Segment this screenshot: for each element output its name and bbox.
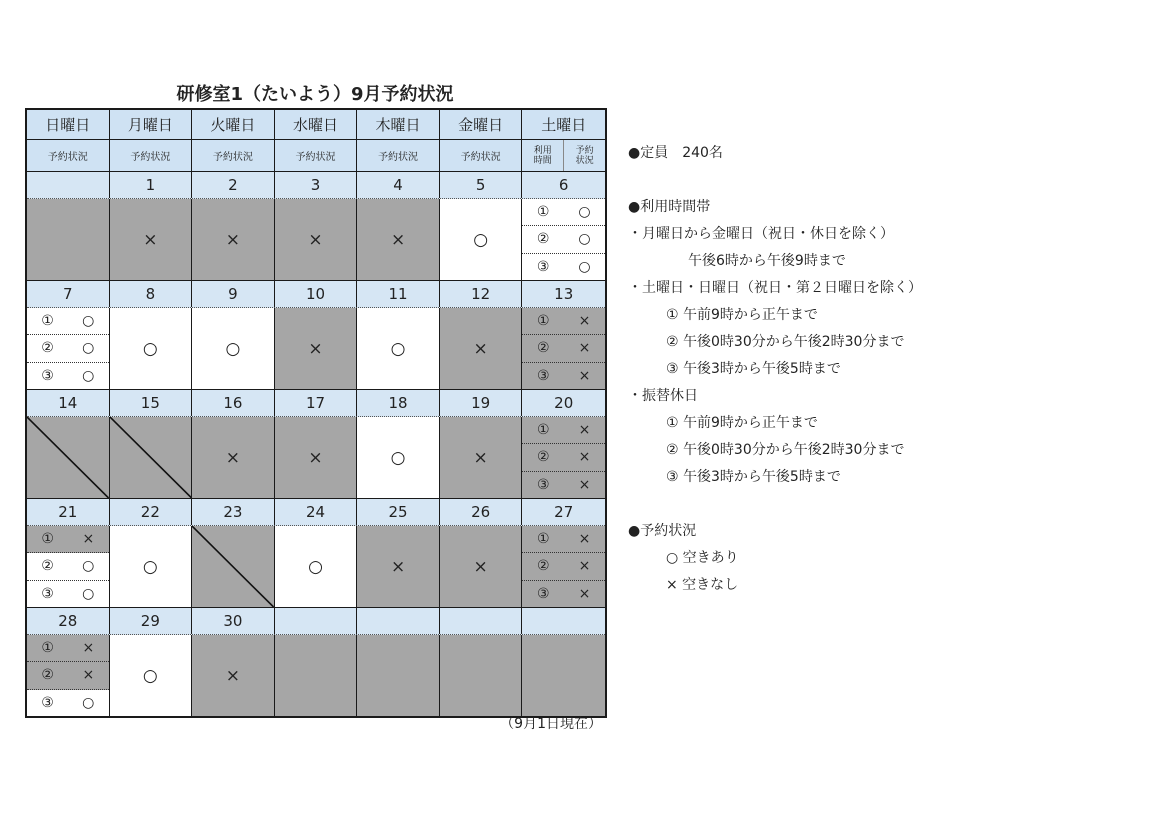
slot-label: ③ xyxy=(536,258,550,275)
slot-cell xyxy=(27,635,110,716)
status-cell xyxy=(275,417,358,498)
status-cell xyxy=(192,199,275,280)
slot-label: ② xyxy=(536,558,550,575)
closed-day-cell xyxy=(27,417,110,498)
status-cell xyxy=(192,308,275,389)
status-cell xyxy=(110,199,193,280)
slot-label: ① xyxy=(41,531,54,548)
date-cell: 18 xyxy=(357,390,440,416)
calendar-table xyxy=(25,108,607,718)
date-row xyxy=(27,390,605,417)
time-slot xyxy=(522,363,605,389)
date-cell: 11 xyxy=(357,281,440,307)
status-mark: × xyxy=(473,447,488,468)
status-cell xyxy=(275,199,358,280)
slot-cell xyxy=(522,526,605,607)
status-cell xyxy=(522,635,605,716)
page-title: 研修室1（たいよう）9月予約状況 xyxy=(176,84,454,105)
diagonal-line xyxy=(27,417,109,498)
date-cell: 4 xyxy=(357,172,440,198)
status-mark: × xyxy=(225,229,241,250)
time-slot xyxy=(27,635,109,662)
slot-label: ① xyxy=(41,313,54,330)
week-row xyxy=(27,172,605,281)
time-slot xyxy=(27,526,109,553)
weekend-slot-3: ③ 午後3時から午後5時まで xyxy=(666,361,841,377)
slot-label: ② xyxy=(536,231,550,248)
status-cell xyxy=(275,308,358,389)
time-slot xyxy=(522,417,605,444)
date-cell: 15 xyxy=(110,390,193,416)
date-cell: 22 xyxy=(110,499,193,525)
hours-title: ●利用時間帯 xyxy=(628,199,711,215)
date-cell: 28 xyxy=(27,608,110,634)
slot-label: ① xyxy=(41,640,54,657)
diagonal-line xyxy=(110,417,192,498)
date-row xyxy=(27,608,605,635)
date-cell: 6 xyxy=(558,176,569,194)
date-cell: 30 xyxy=(192,608,275,634)
status-row xyxy=(27,199,605,280)
date-cell: 16 xyxy=(192,390,275,416)
status-cell xyxy=(357,308,440,389)
slot-status: × xyxy=(578,449,591,466)
slot-status: ○ xyxy=(578,258,591,275)
slot-status: × xyxy=(82,531,95,548)
slot-label: ② xyxy=(41,558,54,575)
time-slot xyxy=(522,444,605,471)
slot-label: ③ xyxy=(536,476,550,493)
weekday-header-cell: 水曜日 xyxy=(275,110,358,139)
status-mark: × xyxy=(473,338,488,359)
date-cell: 24 xyxy=(275,499,358,525)
weekday-title: ・月曜日から金曜日（祝日・休日を除く） xyxy=(628,226,894,242)
slot-status: ○ xyxy=(578,231,591,248)
time-slot xyxy=(27,690,109,716)
time-slot xyxy=(522,335,605,362)
status-cell xyxy=(192,635,275,716)
time-slot xyxy=(27,553,109,580)
date-cell: 10 xyxy=(275,281,358,307)
status-cell xyxy=(440,526,523,607)
status-row xyxy=(27,635,605,716)
holiday-slot-1: ① 午前9時から正午まで xyxy=(666,415,818,431)
closed-day-cell xyxy=(110,417,193,498)
status-cell xyxy=(110,526,193,607)
date-cell xyxy=(275,608,358,634)
slot-status: × xyxy=(578,558,591,575)
date-cell: 14 xyxy=(27,390,110,416)
slot-label: ③ xyxy=(41,694,54,711)
slot-status: ○ xyxy=(82,367,95,384)
time-slot xyxy=(522,254,605,280)
status-cell xyxy=(110,308,193,389)
status-mark: × xyxy=(308,229,323,250)
slot-status: ○ xyxy=(82,340,95,357)
date-cell: 12 xyxy=(440,281,523,307)
time-slot xyxy=(27,662,109,689)
status-mark: × xyxy=(390,229,406,250)
status-mark: ○ xyxy=(225,338,241,359)
status-mark: × xyxy=(308,338,323,359)
status-mark: ○ xyxy=(142,338,158,359)
status-cell xyxy=(440,417,523,498)
date-row xyxy=(27,499,605,526)
status-mark: ○ xyxy=(308,556,323,577)
status-mark: ○ xyxy=(473,229,489,250)
slot-label: ③ xyxy=(41,585,54,602)
subheader-cell: 予約状況 xyxy=(275,140,358,171)
closed-diagonal xyxy=(27,417,109,498)
slot-status: ○ xyxy=(82,313,95,330)
slot-status: × xyxy=(578,340,591,357)
date-cell: 17 xyxy=(275,390,358,416)
slot-label: ① xyxy=(536,422,550,439)
subheader-cell: 予約状況 xyxy=(357,140,440,171)
date-cell xyxy=(27,172,110,198)
slot-status: × xyxy=(578,367,591,384)
status-mark: × xyxy=(143,229,158,250)
date-cell: 25 xyxy=(357,499,440,525)
status-cell xyxy=(440,199,523,280)
slot-status: × xyxy=(578,422,591,439)
slot-status: × xyxy=(578,476,591,493)
weekday-header-cell: 土曜日 xyxy=(541,116,587,134)
info-panel xyxy=(628,140,922,599)
time-slot xyxy=(27,363,109,389)
status-cell xyxy=(275,635,358,716)
date-cell: 27 xyxy=(554,503,574,521)
time-slot xyxy=(522,199,605,226)
status-cell xyxy=(357,417,440,498)
date-cell: 13 xyxy=(554,285,574,303)
subheader-cell: 予約状況 xyxy=(27,140,110,171)
time-slot xyxy=(27,581,109,607)
status-row xyxy=(27,417,605,498)
week-row xyxy=(27,608,605,716)
status-title: ●予約状況 xyxy=(628,523,697,539)
slot-status: × xyxy=(578,531,591,548)
slot-label: ③ xyxy=(536,585,550,602)
time-slot xyxy=(522,553,605,580)
status-mark: ○ xyxy=(390,338,406,359)
date-row xyxy=(27,281,605,308)
capacity-text: ●定員 240名 xyxy=(628,145,723,161)
date-cell: 5 xyxy=(440,172,523,198)
slot-label: ③ xyxy=(536,367,550,384)
slot-label: ② xyxy=(536,449,550,466)
slot-cell xyxy=(27,308,110,389)
as-of-note: （9月1日現在） xyxy=(500,716,602,732)
weekday-header xyxy=(27,110,605,140)
subheader-row xyxy=(27,140,605,172)
time-slot xyxy=(27,308,109,335)
slot-status: × xyxy=(578,313,591,330)
status-cell xyxy=(440,308,523,389)
status-mark: × xyxy=(390,556,406,577)
slot-status: × xyxy=(82,640,95,657)
status-mark: ○ xyxy=(390,447,406,468)
time-slot xyxy=(522,226,605,253)
time-slot xyxy=(27,335,109,362)
closed-diagonal xyxy=(110,417,192,498)
slot-cell xyxy=(27,526,110,607)
weekday-time: 午後6時から午後9時まで xyxy=(688,253,846,269)
slot-label: ① xyxy=(536,204,550,221)
slot-status: ○ xyxy=(82,585,95,602)
date-cell: 21 xyxy=(27,499,110,525)
slot-label: ② xyxy=(536,340,550,357)
date-cell: 26 xyxy=(440,499,523,525)
date-cell xyxy=(522,608,605,634)
subheader-cell: 予約状況 xyxy=(440,140,523,171)
slot-cell xyxy=(522,199,605,280)
slot-status: ○ xyxy=(82,558,95,575)
weekday-header-cell: 月曜日 xyxy=(110,110,193,139)
weekday-header-cell: 木曜日 xyxy=(357,110,440,139)
holiday-slot-2: ② 午後0時30分から午後2時30分まで xyxy=(666,442,905,458)
slot-label: ③ xyxy=(41,367,54,384)
date-row xyxy=(27,172,605,199)
slot-label: ① xyxy=(536,313,550,330)
saturday-subheader xyxy=(522,140,605,171)
date-cell: 20 xyxy=(554,394,574,412)
date-cell: 3 xyxy=(275,172,358,198)
status-row xyxy=(27,308,605,389)
weekday-header-cell: 火曜日 xyxy=(192,110,275,139)
date-cell: 9 xyxy=(192,281,275,307)
week-row xyxy=(27,281,605,390)
time-slot xyxy=(522,472,605,498)
subheader-cell: 予約状況 xyxy=(192,140,275,171)
status-mark: ○ xyxy=(142,665,158,686)
weekend-slot-2: ② 午後0時30分から午後2時30分まで xyxy=(666,334,905,350)
status-mark: × xyxy=(308,447,323,468)
status-row xyxy=(27,526,605,607)
status-cell xyxy=(110,635,193,716)
status-mark: × xyxy=(225,665,241,686)
date-cell: 23 xyxy=(192,499,275,525)
week-row xyxy=(27,499,605,608)
slot-status: ○ xyxy=(578,204,591,221)
status-mark: × xyxy=(225,447,241,468)
date-cell: 2 xyxy=(192,172,275,198)
status-cell xyxy=(27,199,110,280)
date-cell xyxy=(440,608,523,634)
date-cell: 19 xyxy=(440,390,523,416)
slot-status: × xyxy=(578,585,591,602)
holiday-slot-3: ③ 午後3時から午後5時まで xyxy=(666,469,841,485)
weekend-title: ・土曜日・日曜日（祝日・第２日曜日を除く） xyxy=(628,280,922,296)
holiday-title: ・振替休日 xyxy=(628,388,698,404)
status-cell xyxy=(357,199,440,280)
calendar-weeks xyxy=(27,172,605,716)
status-cell xyxy=(275,526,358,607)
status-cell xyxy=(357,635,440,716)
time-slot xyxy=(522,581,605,607)
status-cell xyxy=(357,526,440,607)
closed-day-cell xyxy=(192,526,275,607)
date-cell: 7 xyxy=(27,281,110,307)
status-full: × 空きなし xyxy=(666,577,739,593)
status-mark: ○ xyxy=(142,556,158,577)
date-cell xyxy=(357,608,440,634)
weekday-header-cell: 日曜日 xyxy=(27,110,110,139)
time-slot xyxy=(522,526,605,553)
date-cell: 29 xyxy=(110,608,193,634)
saturday-subheader-label: 予約 状況 xyxy=(575,145,594,166)
saturday-subheader-label: 利用 時間 xyxy=(522,140,564,171)
subheader-cell: 予約状況 xyxy=(110,140,193,171)
status-mark: × xyxy=(473,556,488,577)
slot-label: ② xyxy=(41,340,54,357)
status-cell xyxy=(440,635,523,716)
diagonal-line xyxy=(192,526,274,607)
slot-cell xyxy=(522,308,605,389)
slot-label: ② xyxy=(41,667,54,684)
slot-status: × xyxy=(82,667,95,684)
slot-status: ○ xyxy=(82,694,95,711)
status-available: ○ 空きあり xyxy=(666,550,739,566)
week-row xyxy=(27,390,605,499)
status-cell xyxy=(192,417,275,498)
slot-label: ① xyxy=(536,531,550,548)
weekday-header-cell: 金曜日 xyxy=(440,110,523,139)
closed-diagonal xyxy=(192,526,274,607)
time-slot xyxy=(522,308,605,335)
date-cell: 8 xyxy=(110,281,193,307)
weekend-slot-1: ① 午前9時から正午まで xyxy=(666,307,818,323)
date-cell: 1 xyxy=(110,172,193,198)
slot-cell xyxy=(522,417,605,498)
